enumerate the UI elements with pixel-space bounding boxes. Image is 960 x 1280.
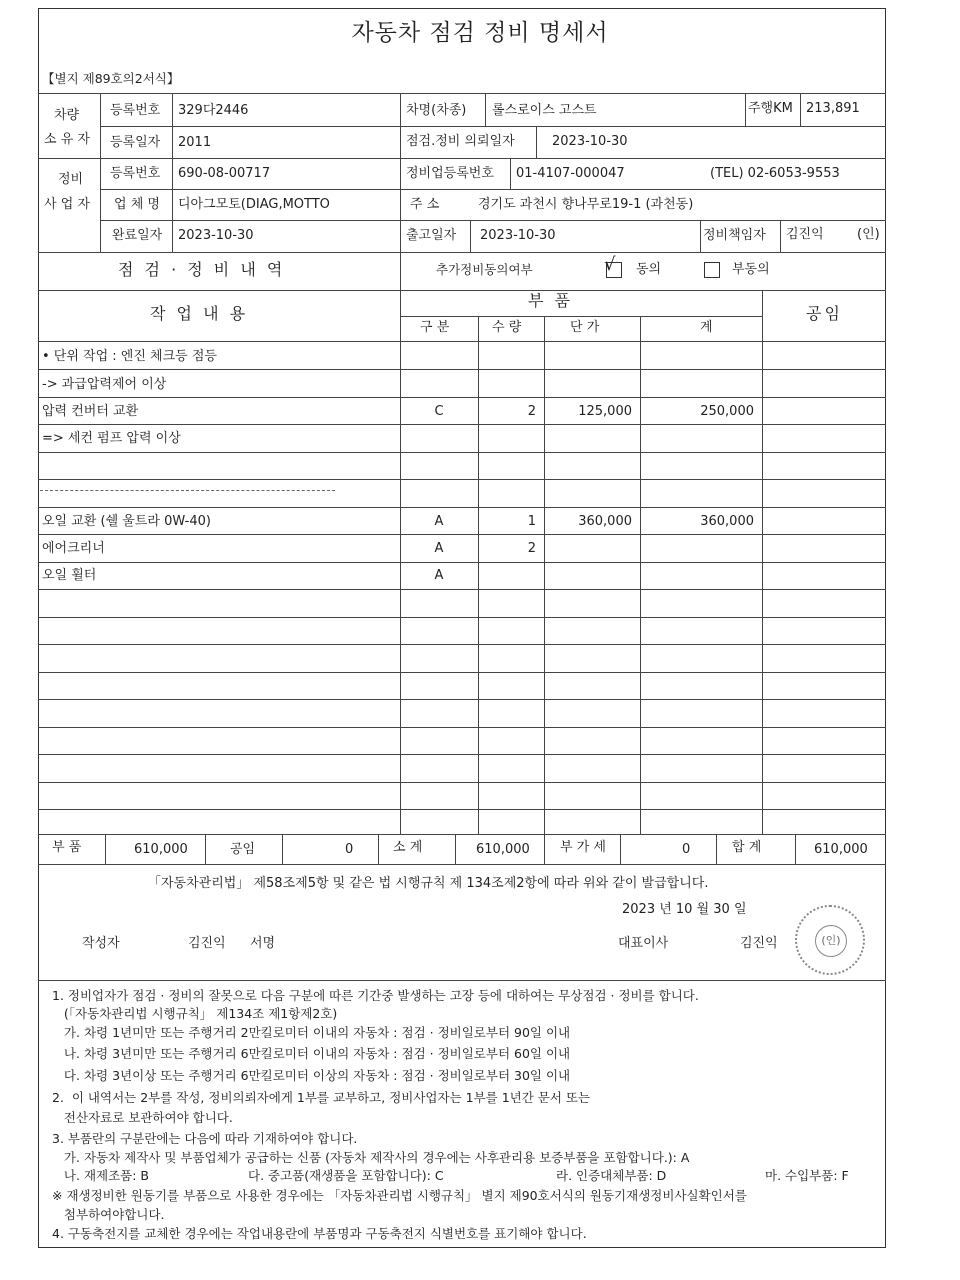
grid-line <box>282 834 283 864</box>
agree-label: 동의 <box>636 262 662 277</box>
grid-line <box>172 93 173 252</box>
grid-line <box>100 220 886 221</box>
grid-line <box>100 189 886 190</box>
total-labor-label: 공임 <box>230 842 256 857</box>
grand-total-label: 합 계 <box>732 840 762 855</box>
table-row-line <box>38 397 886 398</box>
cell-type: A <box>434 541 444 556</box>
grid-line <box>510 158 511 189</box>
grid-line <box>536 126 537 158</box>
mileage-value: 213,891 <box>806 101 860 116</box>
grid-line <box>478 316 479 834</box>
cell-work: 압력 컨버터 교환 <box>42 404 139 419</box>
grid-line <box>105 834 106 864</box>
table-row-line <box>38 507 886 508</box>
cell-type: A <box>434 568 444 583</box>
vat-value: 0 <box>682 842 691 857</box>
grid-line <box>470 220 471 252</box>
note-line: ※ 재생정비한 원동기를 부품으로 사용한 경우에는 「자동차관리법 시행규칙」 별지 제90호서식의 원동기재생정비사실확인서를 <box>52 1188 747 1203</box>
grid-line <box>38 93 886 94</box>
grid-line <box>400 252 401 290</box>
cell-work: 오일 교환 (쉘 울트라 0W-40) <box>42 514 211 529</box>
ceo-label: 대표이사 <box>618 936 669 951</box>
note-line: 1. 정비업자가 점검 · 정비의 잘못으로 다음 구분에 따른 기간중 발생하는 고장 등에 대하여는 무상점검 · 정비를 합니다. <box>52 988 699 1003</box>
biz-reg-label: 정비업등록번호 <box>406 166 494 181</box>
col-qty-header: 수 량 <box>492 320 522 335</box>
note-line: 첨부하여야합니다. <box>52 1207 165 1222</box>
grid-line <box>455 834 456 864</box>
cell-qty: 1 <box>527 514 536 529</box>
grid-line <box>400 93 401 252</box>
grid-line <box>800 93 801 126</box>
writer-label: 작성자 <box>82 936 120 951</box>
shop-name-value: 디아그모토(DIAG,MOTTO <box>178 197 330 212</box>
manager-label: 정비책임자 <box>703 228 766 243</box>
owner-group-label: 차량 <box>54 108 80 123</box>
table-row-line <box>38 479 886 480</box>
shop-name-label: 업 체 명 <box>114 197 160 212</box>
shop-reg-value: 690-08-00717 <box>178 166 271 181</box>
note-line: 나. 차령 3년미만 또는 주행거리 6만킬로미터 이내의 자동차 : 점검 · 정비일로부터 60일 이내 <box>52 1046 571 1061</box>
table-row-line <box>38 562 886 563</box>
grid-line <box>795 834 796 864</box>
table-row-line <box>38 727 886 728</box>
note-line: 4. 구동축전지를 교체한 경우에는 작업내용란에 부품명과 구동축전지 식별번호를 표기해야 합니다. <box>52 1226 587 1241</box>
grid-line <box>544 834 545 864</box>
subtotal-label: 소 계 <box>393 840 423 855</box>
grid-line <box>745 93 746 126</box>
labor-header: 공임 <box>806 304 843 323</box>
statement-form <box>38 8 886 1248</box>
company-seal-stamp <box>795 905 865 975</box>
address-value: 경기도 과천시 향나무로19-1 (과천동) <box>478 197 694 212</box>
form-reference: 【별지 제89호의2서식】 <box>42 71 180 86</box>
shop-reg-label: 등록번호 <box>110 166 161 181</box>
biz-reg-value: 01-4107-000047 <box>516 166 625 181</box>
cell-type: A <box>434 514 444 529</box>
cell-total: 360,000 <box>700 514 754 529</box>
note-line: 2. 이 내역서는 2부를 작성, 정비의뢰자에게 1부를 교부하고, 정비사업자는 1부를 1년간 문서 또는 <box>52 1090 591 1105</box>
done-date-value: 2023-10-30 <box>178 228 254 243</box>
note-line: 다. 차령 3년이상 또는 주행거리 6만킬로미터 이상의 자동차 : 점검 · 정비일로부터 30일 이내 <box>52 1068 571 1083</box>
cell-work: 에어크리너 <box>42 541 105 556</box>
total-parts-value: 610,000 <box>134 842 188 857</box>
reg-date-label: 등록일자 <box>110 135 161 150</box>
owner-group-label: 소 유 자 <box>44 132 90 147</box>
grid-line <box>400 316 762 317</box>
work-header: 작 업 내 용 <box>150 304 249 323</box>
note-line: 전산자료로 보관하여야 합니다. <box>52 1110 233 1125</box>
manager-value: 김진익 <box>786 227 824 242</box>
table-row-line <box>38 617 886 618</box>
section-title: 점 검 · 정 비 내 역 <box>118 260 286 279</box>
cell-type: C <box>434 404 444 419</box>
note-line: 가. 차령 1년미만 또는 주행거리 2만킬로미터 이내의 자동차 : 점검 · 정비일로부터 90일 이내 <box>52 1025 571 1040</box>
note-line: 나. 재제조품: B <box>52 1168 150 1183</box>
table-row-line <box>38 809 886 810</box>
col-type-header: 구 분 <box>420 320 450 335</box>
reg-date-value: 2011 <box>178 135 212 150</box>
disagree-checkbox[interactable] <box>704 262 720 278</box>
note-line: (「자동차관리법 시행규칙」 제134조 제1항제2호) <box>52 1006 338 1021</box>
cell-work: -> 과급압력제어 이상 <box>42 377 167 392</box>
grid-line <box>38 864 886 865</box>
separator-dashes <box>40 490 335 491</box>
cell-work: => 세컨 펌프 압력 이상 <box>42 431 181 446</box>
manager-seal: (인) <box>857 227 880 242</box>
check-mark-icon: √ <box>604 254 616 275</box>
grid-line <box>100 93 101 252</box>
note-category-f: 마. 수입부품: F <box>765 1168 849 1183</box>
shop-tel: (TEL) 02-6053-9553 <box>710 166 840 181</box>
grid-line <box>716 834 717 864</box>
reg-no-value: 329다2446 <box>178 103 249 118</box>
grid-line <box>544 316 545 834</box>
table-row-line <box>38 754 886 755</box>
ceo-name: 김진익 <box>740 936 778 951</box>
model-value: 롤스로이스 고스트 <box>492 103 597 118</box>
release-date-value: 2023-10-30 <box>480 228 556 243</box>
table-row-line <box>38 589 886 590</box>
subtotal-value: 610,000 <box>476 842 530 857</box>
grid-line <box>38 980 886 981</box>
disagree-label: 부동의 <box>732 262 770 277</box>
cell-total: 250,000 <box>700 404 754 419</box>
request-date-label: 점검.정비 의뢰일자 <box>406 134 515 149</box>
grid-line <box>100 126 886 127</box>
note-line: 3. 부품란의 구분란에는 다음에 따라 기재하여야 합니다. <box>52 1131 358 1146</box>
note-category-d: 라. 인증대체부품: D <box>556 1168 667 1183</box>
parts-header: 부 품 <box>528 291 573 310</box>
grid-line <box>205 834 206 864</box>
cell-unit: 360,000 <box>578 514 632 529</box>
note-category-c: 다. 중고품(재생품을 포함합니다): C <box>248 1168 444 1183</box>
request-date-value: 2023-10-30 <box>552 134 628 149</box>
table-row-line <box>38 699 886 700</box>
vat-label: 부 가 세 <box>560 840 606 855</box>
cell-qty: 2 <box>527 541 536 556</box>
shop-group-label: 정비 <box>58 172 84 187</box>
grid-line <box>780 220 781 252</box>
seal-center: (인) <box>815 925 847 957</box>
form-title: 자동차 점검 정비 명세서 <box>351 20 609 46</box>
grid-line <box>378 834 379 864</box>
table-row-line <box>38 369 886 370</box>
col-unit-header: 단 가 <box>570 320 600 335</box>
address-label: 주 소 <box>410 197 440 212</box>
release-date-label: 출고일자 <box>406 228 457 243</box>
grid-line <box>700 220 701 252</box>
grid-line <box>38 158 886 159</box>
writer-sign-label: 서명 <box>250 936 276 951</box>
consent-label: 추가정비동의여부 <box>436 262 533 277</box>
issue-date: 2023 년 10 월 30 일 <box>622 902 747 917</box>
table-row-line <box>38 534 886 535</box>
table-row-line <box>38 452 886 453</box>
writer-name: 김진익 <box>188 936 226 951</box>
total-labor-value: 0 <box>345 842 354 857</box>
cell-work: • 단위 작업 : 엔진 체크등 점등 <box>42 349 217 364</box>
cell-unit: 125,000 <box>578 404 632 419</box>
table-row-line <box>38 782 886 783</box>
issue-statement: 「자동차관리법」 제58조제5항 및 같은 법 시행규칙 제 134조제2항에 따라 위와 같이 발급합니다. <box>148 876 709 891</box>
model-label: 차명(차종) <box>406 103 467 118</box>
grid-line <box>485 93 486 126</box>
cell-qty: 2 <box>527 404 536 419</box>
col-total-header: 계 <box>700 320 713 335</box>
shop-group-label: 사 업 자 <box>44 197 90 212</box>
done-date-label: 완료일자 <box>112 228 163 243</box>
table-row-line <box>38 672 886 673</box>
table-row-line <box>38 424 886 425</box>
grid-line <box>640 316 641 834</box>
grid-line <box>620 834 621 864</box>
cell-work: 오일 휠터 <box>42 568 97 583</box>
total-parts-label: 부 품 <box>52 840 82 855</box>
table-row-line <box>38 644 886 645</box>
note-line: 가. 자동차 제작사 및 부품업체가 공급하는 신품 (자동차 제작사의 경우에는 사후관리용 보증부품을 포함합니다.): A <box>52 1150 690 1165</box>
reg-no-label: 등록번호 <box>110 103 161 118</box>
grid-line <box>38 290 886 291</box>
grid-line <box>38 252 886 253</box>
grand-total-value: 610,000 <box>814 842 868 857</box>
grid-line <box>38 341 886 342</box>
grid-line <box>38 834 886 835</box>
mileage-label: 주행KM <box>748 101 793 116</box>
